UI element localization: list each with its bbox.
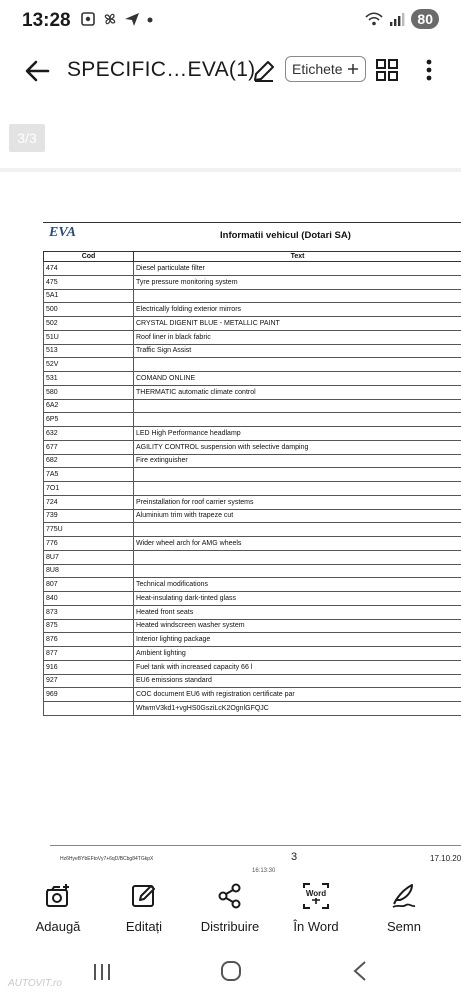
status-time: 13:28 bbox=[22, 10, 71, 31]
table-row bbox=[44, 317, 461, 331]
word-icon-text: Word bbox=[305, 889, 327, 898]
option-text: Preinstallation for roof carrier systems bbox=[134, 495, 461, 509]
table-row bbox=[44, 413, 461, 427]
footer-time: 16:13:30 bbox=[252, 868, 276, 874]
page-indicator: 3/3 bbox=[9, 124, 45, 152]
add-button[interactable] bbox=[18, 882, 98, 934]
option-code: 531 bbox=[44, 372, 134, 386]
recent-apps-icon[interactable] bbox=[92, 963, 112, 981]
table-row bbox=[44, 550, 461, 564]
document-heading: Informatii vehicul (Dotari SA) bbox=[220, 230, 351, 241]
option-code: 6A2 bbox=[44, 399, 134, 413]
add-label: Adaugă bbox=[35, 919, 81, 934]
option-text: Fuel tank with increased capacity 66 l bbox=[134, 660, 461, 674]
table-row bbox=[44, 509, 461, 523]
edit-button[interactable] bbox=[104, 882, 184, 934]
option-code: 724 bbox=[44, 495, 134, 509]
battery-level: 80 bbox=[411, 9, 439, 29]
share-button[interactable] bbox=[190, 882, 270, 934]
more-options-icon[interactable] bbox=[419, 56, 439, 84]
option-text bbox=[134, 550, 461, 564]
option-text: Technical modifications bbox=[134, 578, 461, 592]
option-code: 7A5 bbox=[44, 468, 134, 482]
option-text bbox=[134, 564, 461, 578]
option-code: 776 bbox=[44, 537, 134, 551]
add-photo-icon bbox=[44, 882, 72, 910]
home-icon[interactable] bbox=[220, 960, 242, 982]
tags-button[interactable] bbox=[285, 56, 366, 82]
send-icon bbox=[124, 11, 140, 27]
table-row bbox=[44, 674, 461, 688]
table-row bbox=[44, 303, 461, 317]
option-code: 474 bbox=[44, 262, 134, 276]
table-row bbox=[44, 660, 461, 674]
to-word-label: În Word bbox=[293, 919, 339, 934]
option-text bbox=[134, 289, 461, 303]
screenshot-icon bbox=[80, 11, 96, 27]
table-row bbox=[44, 592, 461, 606]
edit-label: Editați bbox=[125, 919, 163, 934]
sign-label: Semn bbox=[387, 919, 421, 934]
option-text: Traffic Sign Assist bbox=[134, 344, 461, 358]
option-text: Heat-insulating dark-tinted glass bbox=[134, 592, 461, 606]
edit-icon bbox=[130, 882, 158, 910]
table-row bbox=[44, 454, 461, 468]
option-text: Ambient lighting bbox=[134, 647, 461, 661]
table-row bbox=[44, 523, 461, 537]
option-text: COMAND ONLINE bbox=[134, 372, 461, 386]
option-text: CRYSTAL DIGENIT BLUE - METALLIC PAINT bbox=[134, 317, 461, 331]
wifi-icon bbox=[365, 11, 383, 27]
option-text: Fire extinguisher bbox=[134, 454, 461, 468]
option-code bbox=[44, 702, 134, 716]
option-text bbox=[134, 358, 461, 372]
option-code: 52V bbox=[44, 358, 134, 372]
fan-icon bbox=[102, 11, 118, 27]
option-code: 969 bbox=[44, 688, 134, 702]
table-row bbox=[44, 605, 461, 619]
option-text bbox=[134, 413, 461, 427]
document-title[interactable]: SPECIFIC…EVA(1) bbox=[67, 58, 256, 81]
options-table bbox=[43, 251, 461, 716]
table-row bbox=[44, 358, 461, 372]
option-code: 6P5 bbox=[44, 413, 134, 427]
footer-page-number: 3 bbox=[291, 851, 298, 863]
table-row bbox=[44, 482, 461, 496]
option-text: WtwmV3kd1+vgHS0GsziLcK2OgnlGFQJC bbox=[134, 702, 461, 716]
table-row bbox=[44, 702, 461, 716]
option-text: Roof liner in black fabric bbox=[134, 330, 461, 344]
signature-icon bbox=[390, 882, 418, 910]
option-code: 682 bbox=[44, 454, 134, 468]
option-code: 7O1 bbox=[44, 482, 134, 496]
option-text: EU6 emissions standard bbox=[134, 674, 461, 688]
option-text: THERMATIC automatic climate control bbox=[134, 385, 461, 399]
column-header-code: Cod bbox=[44, 252, 134, 262]
plus-icon bbox=[347, 63, 359, 75]
table-row bbox=[44, 262, 461, 276]
tags-label: Etichete bbox=[292, 61, 343, 77]
to-word-button[interactable] bbox=[276, 882, 356, 934]
table-row bbox=[44, 330, 461, 344]
option-code: 51U bbox=[44, 330, 134, 344]
table-row bbox=[44, 440, 461, 454]
table-row bbox=[44, 578, 461, 592]
option-text: COC document EU6 with registration certificate par bbox=[134, 688, 461, 702]
app-bar bbox=[0, 42, 461, 100]
option-code: 513 bbox=[44, 344, 134, 358]
option-code: 580 bbox=[44, 385, 134, 399]
page-footer-divider bbox=[50, 845, 461, 846]
option-text: Heated front seats bbox=[134, 605, 461, 619]
table-row bbox=[44, 495, 461, 509]
table-row bbox=[44, 537, 461, 551]
option-code: 677 bbox=[44, 440, 134, 454]
nav-back-icon[interactable] bbox=[352, 960, 368, 982]
word-icon bbox=[302, 882, 330, 910]
option-text bbox=[134, 399, 461, 413]
option-text: Heated windscreen washer system bbox=[134, 619, 461, 633]
option-text bbox=[134, 482, 461, 496]
table-row bbox=[44, 399, 461, 413]
table-row bbox=[44, 619, 461, 633]
option-code: 8U8 bbox=[44, 564, 134, 578]
table-row bbox=[44, 633, 461, 647]
option-code: 502 bbox=[44, 317, 134, 331]
footer-date: 17.10.20 bbox=[430, 854, 461, 863]
table-row bbox=[44, 647, 461, 661]
table-row bbox=[44, 385, 461, 399]
sign-button[interactable] bbox=[364, 882, 444, 934]
share-label: Distribuire bbox=[200, 919, 260, 934]
column-header-text: Text bbox=[134, 252, 461, 262]
option-text: Tyre pressure monitoring system bbox=[134, 275, 461, 289]
option-code: 5A1 bbox=[44, 289, 134, 303]
option-text: Electrically folding exterior mirrors bbox=[134, 303, 461, 317]
option-text: AGILITY CONTROL suspension with selective damping bbox=[134, 440, 461, 454]
option-code: 876 bbox=[44, 633, 134, 647]
option-code: 927 bbox=[44, 674, 134, 688]
grid-view-icon[interactable] bbox=[375, 58, 399, 82]
document-header bbox=[43, 222, 461, 249]
share-icon bbox=[216, 882, 244, 910]
table-row bbox=[44, 468, 461, 482]
footer-code: Hz6HyeBYbEFtoVy7+6qD/BCbg84TGkpX bbox=[60, 856, 154, 862]
option-text bbox=[134, 468, 461, 482]
option-code: 875 bbox=[44, 619, 134, 633]
option-code: 877 bbox=[44, 647, 134, 661]
rename-pencil-icon[interactable] bbox=[251, 58, 277, 84]
table-row bbox=[44, 564, 461, 578]
option-code: 475 bbox=[44, 275, 134, 289]
option-text: LED High Performance headlamp bbox=[134, 427, 461, 441]
system-nav-bar bbox=[0, 948, 461, 999]
option-code: 8U7 bbox=[44, 550, 134, 564]
option-code: 739 bbox=[44, 509, 134, 523]
dot-icon bbox=[146, 11, 154, 27]
watermark: AUTOVIT.ro bbox=[8, 978, 62, 989]
eva-logo: EVA bbox=[49, 225, 76, 240]
option-code: 807 bbox=[44, 578, 134, 592]
option-text: Aluminium trim with trapeze cut bbox=[134, 509, 461, 523]
back-arrow-icon[interactable] bbox=[22, 56, 52, 86]
page-separator bbox=[0, 168, 461, 172]
table-row bbox=[44, 344, 461, 358]
table-row bbox=[44, 289, 461, 303]
option-code: 775U bbox=[44, 523, 134, 537]
option-code: 632 bbox=[44, 427, 134, 441]
table-row bbox=[44, 372, 461, 386]
table-row bbox=[44, 275, 461, 289]
option-text: Diesel particulate filter bbox=[134, 262, 461, 276]
option-code: 873 bbox=[44, 605, 134, 619]
option-code: 500 bbox=[44, 303, 134, 317]
table-row bbox=[44, 427, 461, 441]
option-text: Interior lighting package bbox=[134, 633, 461, 647]
signal-icon bbox=[389, 11, 405, 27]
table-body bbox=[44, 262, 461, 716]
table-row bbox=[44, 688, 461, 702]
option-code: 840 bbox=[44, 592, 134, 606]
bottom-toolbar bbox=[0, 878, 461, 938]
option-text: Wider wheel arch for AMG wheels bbox=[134, 537, 461, 551]
option-text bbox=[134, 523, 461, 537]
option-code: 916 bbox=[44, 660, 134, 674]
status-bar bbox=[0, 0, 461, 42]
table-header-row bbox=[44, 252, 461, 262]
